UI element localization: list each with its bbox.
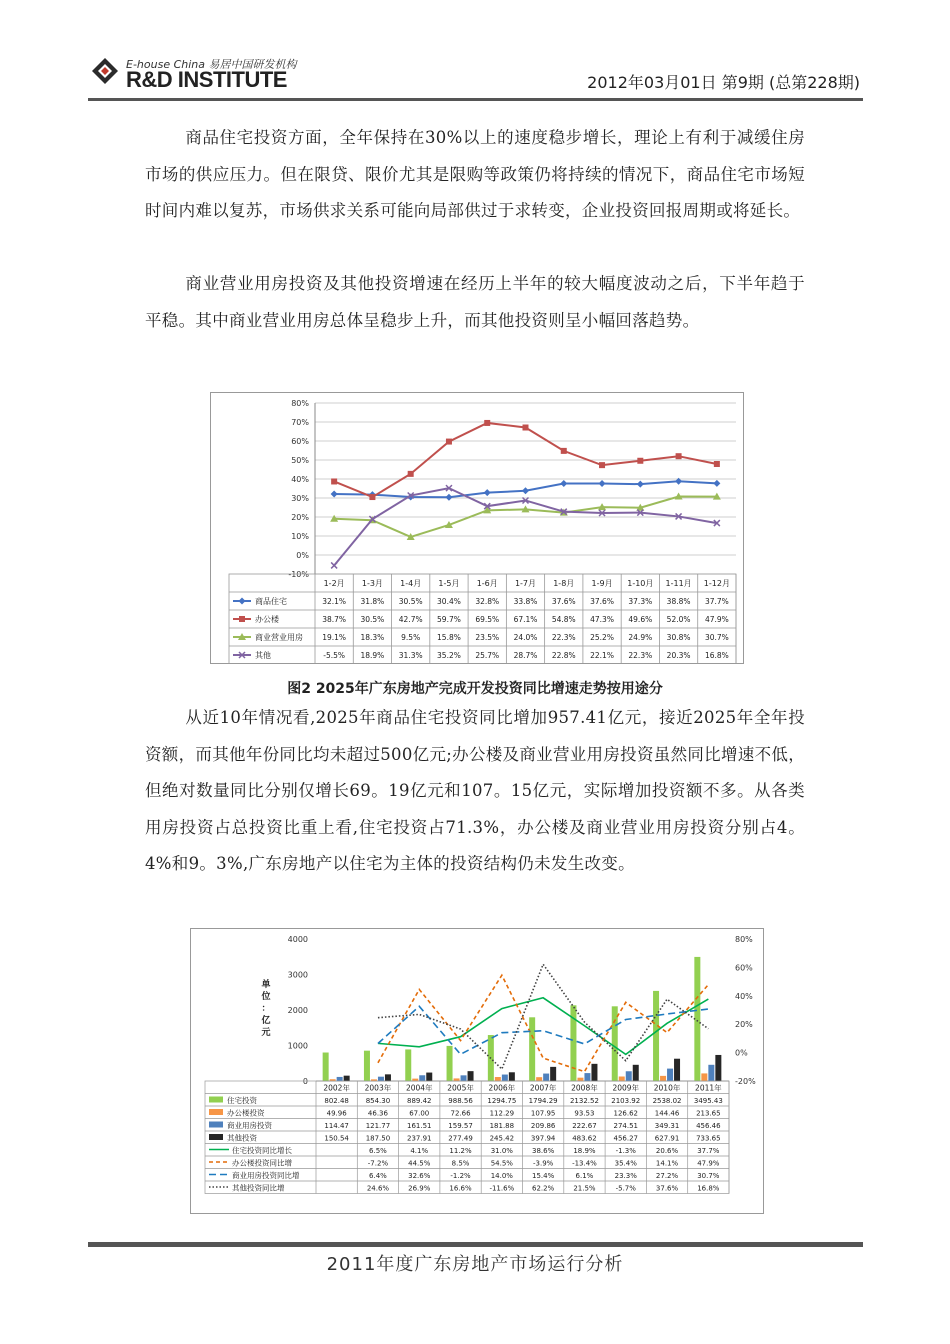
data-point	[560, 480, 567, 487]
data-point	[331, 491, 338, 498]
y-tick-label: 80%	[291, 399, 309, 408]
bar	[653, 991, 659, 1081]
y-right-tick-label: 0%	[735, 1048, 748, 1058]
legend-label: 办公楼投资同比增	[232, 1158, 292, 1168]
bar	[715, 1055, 721, 1081]
data-label: 6.1%	[575, 1172, 594, 1180]
data-label: -13.4%	[572, 1159, 597, 1168]
data-point	[522, 487, 529, 494]
data-label: 144.46	[654, 1109, 680, 1118]
data-point	[369, 494, 375, 500]
data-point	[599, 480, 606, 487]
legend-label: 其他投资同比增	[232, 1183, 285, 1193]
data-point	[408, 471, 414, 477]
x-category-label: 2006年	[488, 1083, 516, 1093]
bar	[674, 1059, 680, 1081]
bar	[660, 1076, 666, 1081]
data-label: 245.42	[489, 1134, 515, 1143]
data-label: 22.1%	[590, 651, 614, 660]
bar	[591, 1064, 597, 1081]
bar	[543, 1074, 549, 1081]
data-label: 14.0%	[490, 1172, 513, 1180]
data-label: 6.4%	[369, 1172, 387, 1180]
data-label: 67.00	[409, 1109, 430, 1118]
bar	[461, 1075, 467, 1081]
data-label: 9.5%	[401, 633, 421, 642]
bar	[378, 1077, 384, 1081]
data-label: 19.1%	[322, 633, 347, 642]
x-category-label: 2009年	[612, 1083, 640, 1093]
y-tick-label: 20%	[291, 513, 309, 522]
data-label: 107.95	[530, 1109, 556, 1118]
legend-label: 其他	[255, 651, 271, 660]
bar	[364, 1051, 370, 1081]
x-category-label: 1-8月	[553, 579, 575, 588]
data-label: 6.5%	[369, 1147, 387, 1155]
data-label: 72.66	[450, 1109, 471, 1118]
x-category-label: 1-5月	[438, 579, 460, 588]
data-label: 456.27	[613, 1134, 638, 1143]
data-label: 14.1%	[655, 1159, 679, 1168]
data-label: 18.9%	[573, 1147, 596, 1155]
x-category-label: 2002年	[323, 1083, 350, 1093]
y-tick-label: 70%	[291, 418, 309, 427]
y-left-tick-label: 3000	[287, 970, 308, 980]
y-axis-title-char: 位	[261, 992, 271, 1002]
data-label: 59.7%	[437, 615, 461, 624]
y-axis-title-char: ：	[261, 1004, 271, 1014]
bar	[447, 1046, 453, 1081]
data-point	[331, 562, 337, 568]
x-category-label: 1-2月	[323, 579, 345, 588]
legend-key	[209, 1097, 223, 1103]
data-label: 18.3%	[360, 633, 385, 642]
y-left-tick-label: 1000	[287, 1041, 308, 1051]
x-category-label: 1-12月	[703, 579, 730, 588]
logo-subtitle: E-house China 易居中国研发机构	[126, 58, 297, 71]
data-label: 93.53	[574, 1109, 595, 1118]
y-axis-title-char: 亿	[261, 1016, 271, 1026]
legend-label: 商品住宅	[255, 597, 287, 606]
bar	[633, 1065, 639, 1081]
data-label: 15.8%	[437, 633, 461, 642]
data-label: 38.8%	[666, 597, 691, 606]
data-label: 37.6%	[655, 1184, 679, 1193]
x-category-label: 1-11月	[665, 579, 692, 588]
data-label: 32.1%	[322, 597, 347, 606]
data-label: 30.7%	[704, 633, 729, 642]
bar	[419, 1075, 425, 1081]
data-label: 27.2%	[655, 1172, 679, 1180]
data-label: 16.8%	[704, 651, 729, 660]
legend-label: 商业用房投资同比增	[232, 1171, 300, 1180]
data-label: -7.2%	[367, 1159, 389, 1168]
data-label: 47.9%	[704, 615, 729, 624]
data-label: -1.3%	[615, 1147, 636, 1155]
data-label: 18.9%	[360, 651, 385, 660]
bar	[529, 1017, 535, 1081]
bar	[385, 1074, 391, 1081]
x-category-label: 1-7月	[514, 579, 537, 588]
data-label: 24.9%	[628, 633, 653, 642]
data-label: 483.62	[572, 1134, 597, 1143]
investment-chart-svg	[191, 929, 763, 1213]
data-point	[484, 489, 491, 496]
data-label: 181.88	[489, 1122, 515, 1130]
y-axis-title-char: 单	[261, 980, 271, 990]
y-right-tick-label: 60%	[735, 963, 753, 973]
data-label: 4.1%	[410, 1147, 429, 1155]
data-point	[637, 458, 643, 464]
data-label: -3.9%	[532, 1159, 554, 1168]
legend-key	[209, 1134, 223, 1140]
data-point	[446, 439, 452, 445]
data-label: 49.6%	[628, 615, 653, 624]
growth-trend-chart-svg	[211, 393, 743, 663]
x-category-label: 2008年	[571, 1083, 598, 1093]
data-label: 47.9%	[697, 1159, 720, 1168]
data-label: 35.4%	[614, 1159, 637, 1168]
legend-label: 商业用房投资	[227, 1121, 272, 1130]
data-label: 277.49	[448, 1134, 473, 1143]
data-label: 16.6%	[449, 1184, 472, 1193]
bar	[412, 1079, 418, 1081]
data-label: 22.3%	[628, 651, 653, 660]
data-label: 15.4%	[532, 1172, 555, 1180]
data-label: 274.51	[613, 1122, 638, 1130]
data-label: 21.5%	[573, 1184, 596, 1193]
y-right-tick-label: -20%	[735, 1077, 756, 1086]
bar	[708, 1065, 714, 1081]
bar	[468, 1071, 474, 1081]
data-label: 627.91	[654, 1134, 680, 1143]
legend-label: 办公楼投资	[227, 1108, 265, 1118]
paragraph-3: 从近10年情况看,2025年商品住宅投资同比增加957.41亿元，接近2025年全年投资额，而其他年份同比均未超过500亿元;办公楼及商业营业用房投资虽然同比增速不低，但绝对数量同比分别仅增长69。19亿元和107。15亿元，实际增加投资额不多。从各类用房投资占总投资比重上看,住宅投资占71.3%，办公楼及商业营业用房投资分别占4。4%和9。3%,广东房地产以住宅为主体的投资结构仍未发生改变。	[145, 708, 805, 873]
data-label: 456.46	[696, 1122, 721, 1130]
data-label: 802.48	[324, 1097, 349, 1105]
paragraph-2: 商业营业用房投资及其他投资增速在经历上半年的较大幅度波动之后，下半年趋于平稳。其中商业营业用房总体呈稳步上升，而其他投资则呈小幅回落趋势。	[145, 274, 805, 330]
bar	[454, 1078, 460, 1081]
bar	[337, 1077, 343, 1081]
x-category-label: 2010年	[653, 1083, 681, 1093]
data-label: 54.5%	[490, 1159, 513, 1168]
data-label: 32.8%	[475, 597, 500, 606]
figure-caption: 图2 2025年广东房地产完成开发投资同比增速走势按用途分	[287, 681, 663, 697]
data-label: 733.65	[696, 1134, 721, 1143]
bar	[509, 1072, 515, 1081]
data-label: 44.5%	[408, 1159, 431, 1168]
footer-divider	[88, 1242, 863, 1247]
y-right-tick-label: 40%	[735, 991, 753, 1001]
data-label: 31.3%	[398, 651, 423, 660]
data-label: 2538.02	[652, 1097, 682, 1105]
y-tick-label: 50%	[291, 456, 309, 465]
x-category-label: 1-3月	[361, 579, 383, 588]
data-label: 889.42	[407, 1097, 432, 1105]
paragraph-1: 商品住宅投资方面，全年保持在30%以上的速度稳步增长，理论上有利于减缓住房市场的供应压力。但在限贷、限价尤其是限购等政策仍将持续的情况下，商品住宅市场短时间内难以复苏，市场供求关系可能向局部供过于求转变，企业投资回报周期或将延长。	[145, 128, 805, 220]
legend-label: 商业营业用房	[255, 633, 303, 642]
data-label: 24.0%	[513, 633, 538, 642]
data-label: 54.8%	[551, 615, 576, 624]
data-label: 187.50	[365, 1134, 391, 1143]
bar	[502, 1075, 508, 1081]
bar	[344, 1076, 350, 1081]
x-category-label: 1-10月	[627, 579, 654, 588]
x-category-label: 2004年	[405, 1083, 433, 1093]
bar	[577, 1078, 583, 1081]
data-label: 159.57	[448, 1122, 473, 1130]
bar	[584, 1073, 590, 1081]
data-label: 30.5%	[398, 597, 423, 606]
bar	[619, 1077, 625, 1081]
data-label: 121.77	[365, 1122, 391, 1130]
x-category-label: 1-4月	[400, 579, 422, 588]
data-label: 38.7%	[322, 615, 347, 624]
data-label: 237.91	[407, 1134, 432, 1143]
data-label: 37.6%	[590, 597, 614, 606]
data-label: 222.67	[572, 1122, 597, 1130]
investment-chart	[190, 928, 764, 1214]
legend-key	[209, 1122, 223, 1128]
header-divider	[88, 98, 863, 101]
data-label: -11.6%	[489, 1184, 515, 1193]
data-label: 67.1%	[513, 615, 538, 624]
data-label: 62.2%	[532, 1184, 555, 1193]
data-label: 31.8%	[360, 597, 385, 606]
data-label: 47.3%	[590, 615, 614, 624]
legend-label: 办公楼	[255, 615, 279, 624]
data-label: 1294.75	[487, 1097, 517, 1105]
x-category-label: 2011年	[695, 1083, 722, 1093]
legend-label: 住宅投资同比增长	[232, 1146, 292, 1155]
bar	[495, 1077, 501, 1081]
data-label: 213.65	[696, 1109, 721, 1118]
x-category-label: 1-6月	[476, 579, 498, 588]
y-tick-label: 10%	[291, 532, 309, 541]
data-label: 26.9%	[408, 1184, 431, 1193]
bar	[550, 1067, 556, 1081]
data-label: 35.2%	[437, 651, 461, 660]
data-point	[484, 420, 490, 426]
data-label: 8.5%	[451, 1159, 470, 1168]
data-label: 11.2%	[449, 1147, 472, 1155]
y-left-tick-label: 2000	[287, 1006, 308, 1015]
data-label: 209.86	[530, 1122, 556, 1130]
data-label: 112.29	[489, 1109, 515, 1118]
data-label: -5.5%	[323, 651, 346, 660]
bar	[536, 1077, 542, 1081]
data-label: 349.31	[654, 1122, 680, 1130]
data-point	[561, 448, 567, 454]
bar	[701, 1073, 707, 1081]
data-label: 854.30	[365, 1097, 391, 1105]
data-label: 28.7%	[513, 651, 538, 660]
data-label: 23.5%	[475, 633, 500, 642]
data-label: 397.94	[530, 1134, 556, 1143]
data-label: 42.7%	[398, 615, 423, 624]
data-point	[637, 481, 644, 488]
y-tick-label: 0%	[296, 551, 309, 560]
data-label: 988.56	[448, 1097, 473, 1105]
x-category-label: 2003年	[364, 1083, 392, 1093]
data-label: 2103.92	[611, 1097, 641, 1105]
data-label: 33.8%	[513, 597, 538, 606]
y-tick-label: -10%	[288, 570, 309, 579]
data-label: -1.2%	[450, 1172, 471, 1180]
data-label: 46.36	[367, 1109, 388, 1118]
data-point	[599, 462, 605, 468]
x-category-label: 1-9月	[591, 579, 613, 588]
data-label: 2132.52	[569, 1097, 599, 1105]
data-label: 30.4%	[437, 597, 461, 606]
data-label: 37.6%	[551, 597, 576, 606]
data-label: -5.7%	[615, 1184, 636, 1193]
data-label: 37.7%	[697, 1147, 720, 1155]
data-label: 25.2%	[590, 633, 614, 642]
bar	[323, 1053, 329, 1081]
y-right-tick-label: 80%	[735, 935, 753, 944]
data-point	[676, 453, 682, 459]
data-point	[714, 461, 720, 467]
legend-label: 住宅投资	[227, 1096, 257, 1105]
bar	[405, 1049, 411, 1081]
data-label: 37.3%	[628, 597, 653, 606]
data-label: 38.6%	[532, 1147, 555, 1155]
data-point	[445, 494, 452, 501]
y-axis-title-char: 元	[261, 1028, 271, 1038]
data-label: 30.5%	[360, 615, 385, 624]
legend-label: 其他投资	[227, 1133, 257, 1143]
bar	[426, 1073, 432, 1081]
data-label: 23.3%	[614, 1172, 637, 1180]
data-label: 25.7%	[475, 651, 500, 660]
data-label: 114.47	[324, 1122, 349, 1130]
page-header	[0, 0, 950, 110]
issue-date: 2012年03月01日 第9期 (总第228期)	[587, 73, 860, 92]
data-label: 37.7%	[704, 597, 729, 606]
x-category-label: 2007年	[529, 1083, 557, 1093]
data-label: 49.96	[326, 1109, 347, 1118]
data-label: 20.3%	[666, 651, 691, 660]
data-label: 150.54	[324, 1134, 349, 1143]
bar	[667, 1069, 673, 1081]
data-label: 3495.43	[693, 1097, 723, 1105]
data-label: 22.3%	[551, 633, 576, 642]
logo-icon	[92, 58, 118, 84]
data-label: 24.6%	[366, 1184, 390, 1193]
data-label: 20.6%	[655, 1147, 679, 1155]
legend-marker	[239, 616, 245, 622]
bar	[626, 1071, 632, 1081]
data-label: 52.0%	[666, 615, 691, 624]
data-label: 1794.29	[528, 1097, 558, 1105]
y-right-tick-label: 20%	[735, 1020, 753, 1030]
data-label: 161.51	[407, 1122, 432, 1130]
data-label: 22.8%	[551, 651, 576, 660]
y-tick-label: 40%	[291, 475, 309, 484]
legend-key	[209, 1109, 223, 1115]
logo-title: R&D INSTITUTE	[126, 67, 287, 92]
legend-marker	[239, 598, 246, 605]
data-label: 32.6%	[408, 1172, 431, 1180]
data-label: 16.8%	[697, 1184, 720, 1193]
x-category-label: 2005年	[447, 1083, 474, 1093]
data-point	[713, 480, 720, 487]
y-left-tick-label: 4000	[287, 935, 308, 944]
footer-title: 2011年度广东房地产市场运行分析	[326, 1254, 624, 1275]
growth-trend-chart	[210, 392, 744, 664]
data-label: 30.8%	[666, 633, 691, 642]
y-tick-label: 60%	[291, 437, 309, 446]
y-tick-label: 30%	[291, 494, 309, 503]
data-label: 69.5%	[475, 615, 500, 624]
bar	[612, 1006, 618, 1081]
y-left-tick-label: 0	[302, 1077, 308, 1086]
data-label: 126.62	[613, 1109, 638, 1118]
data-label: 31.0%	[490, 1147, 513, 1155]
data-label: 30.7%	[697, 1172, 720, 1180]
data-point	[331, 478, 337, 484]
data-point	[523, 425, 529, 431]
